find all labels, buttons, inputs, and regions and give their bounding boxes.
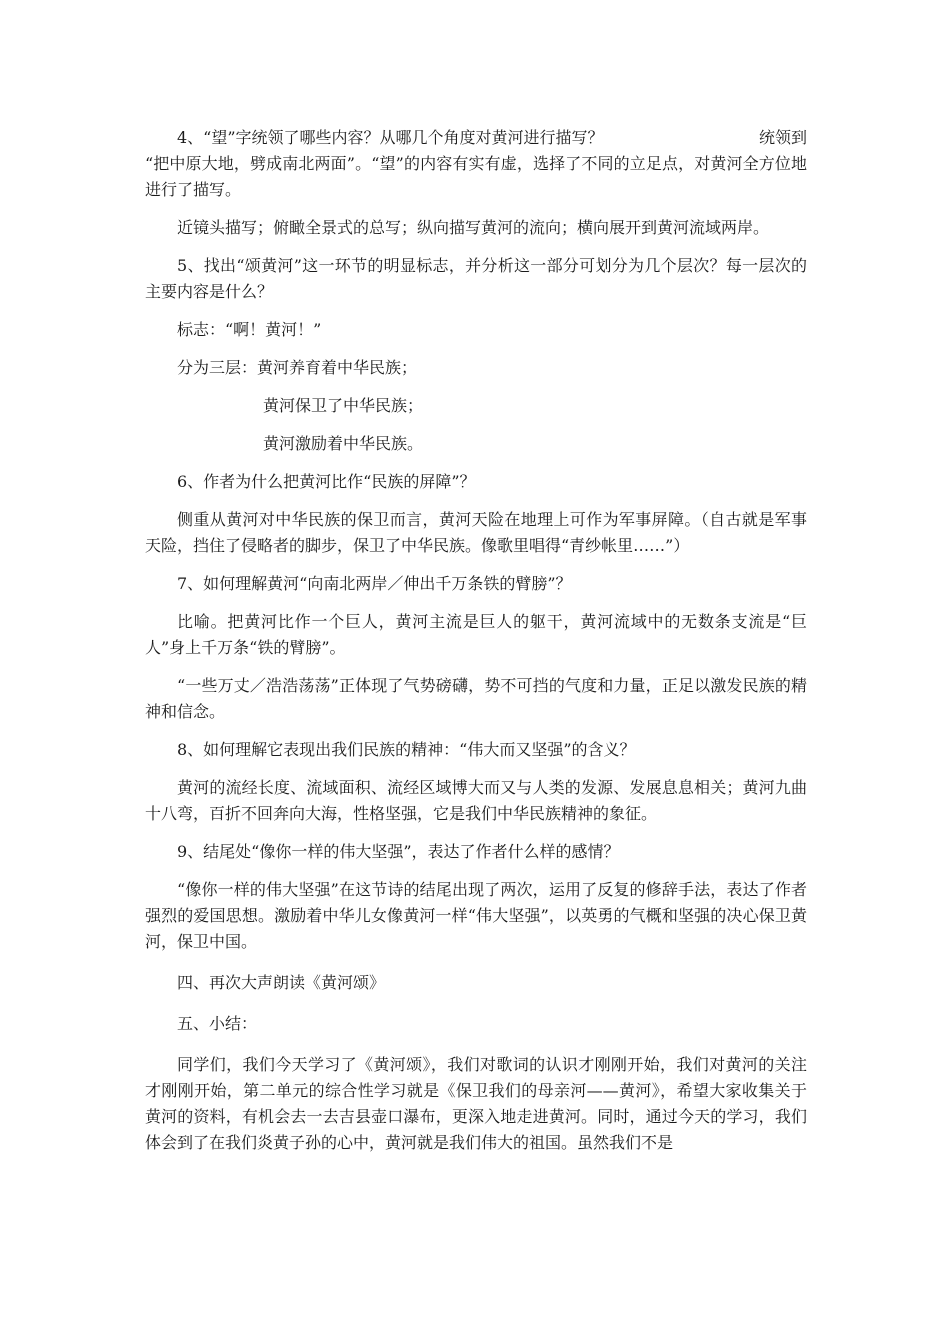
question-5-layer-2: 黄河保卫了中华民族； [263,396,424,415]
question-4-detail: 近镜头描写；俯瞰全景式的总写；纵向描写黄河的流向；横向展开到黄河流域两岸。 [177,218,770,237]
section-4-heading: 四、再次大声朗读《黄河颂》 [177,973,386,992]
question-4-paragraph [145,125,807,151]
question-9-answer: “像你一样的伟大坚强”在这节诗的结尾出现了两次，运用了反复的修辞手法，表达了作者强烈的爱国思想。激励着中华儿女像黄河一样“伟大坚强”，以英勇的气概和坚强的决心保卫黄河，保卫中国。 [145,880,807,951]
question-5-text: 5、找出“颂黄河”这一环节的明显标志，并分析这一部分可划分为几个层次？每一层次的主要内容是什么？ [145,256,807,301]
question-9-text: 9、结尾处“像你一样的伟大坚强”，表达了作者什么样的感情？ [177,842,620,861]
summary-paragraph: 同学们，我们今天学习了《黄河颂》，我们对歌词的认识才刚刚开始，我们对黄河的关注才刚刚开始，第二单元的综合性学习就是《保卫我们的母亲河——黄河》，希望大家收集关于黄河的资料，有机会去一去吉县壶口瀑布，更深入地走进黄河。同时，通过今天的学习，我们体会到了在我们炎黄子孙的心中，黄河就是我们伟大的祖国。虽然我们不是 [145,1055,807,1152]
question-5-layer-3: 黄河激励着中华民族。 [263,434,424,453]
question-7-text: 7、如何理解黄河“向南北两岸／伸出千万条铁的臂膀”？ [177,574,572,593]
question-8-text: 8、如何理解它表现出我们民族的精神：“伟大而又坚强”的含义？ [177,740,636,759]
question-7-answer: 比喻。把黄河比作一个巨人，黄河主流是巨人的躯干，黄河流域中的无数条支流是“巨人”身上千万条“铁的臂膀”。 [145,612,807,657]
question-6-answer: 侧重从黄河对中华民族的保卫而言，黄河天险在地理上可作为军事屏障。（自古就是军事天险，挡住了侵略者的脚步，保卫了中华民族。像歌里唱得“青纱帐里……”） [145,510,807,555]
question-6-text: 6、作者为什么把黄河比作“民族的屏障”？ [177,472,476,491]
question-7-answer-2: “一些万丈／浩浩荡荡”正体现了气势磅礴，势不可挡的气度和力量，正足以激发民族的精神和信念。 [145,676,807,721]
question-4-text: 4、“望”字统领了哪些内容？从哪几个角度对黄河进行描写？ [177,128,604,147]
document-page [145,125,807,1156]
question-8-answer: 黄河的流经长度、流域面积、流经区域博大而又与人类的发源、发展息息相关；黄河九曲十八弯，百折不回奔向大海，性格坚强，它是我们中华民族精神的象征。 [145,778,807,823]
question-4-answer-start: 统领到 [758,128,807,147]
question-4-answer: “把中原大地，劈成南北两面”。“望”的内容有实有虚，选择了不同的立足点，对黄河全方位地进行了描写。 [145,154,807,199]
question-5-sign: 标志：“啊！黄河！” [177,320,322,339]
section-5-heading: 五、小结： [177,1014,258,1033]
question-5-layers: 分为三层：黄河养育着中华民族； [177,358,418,377]
